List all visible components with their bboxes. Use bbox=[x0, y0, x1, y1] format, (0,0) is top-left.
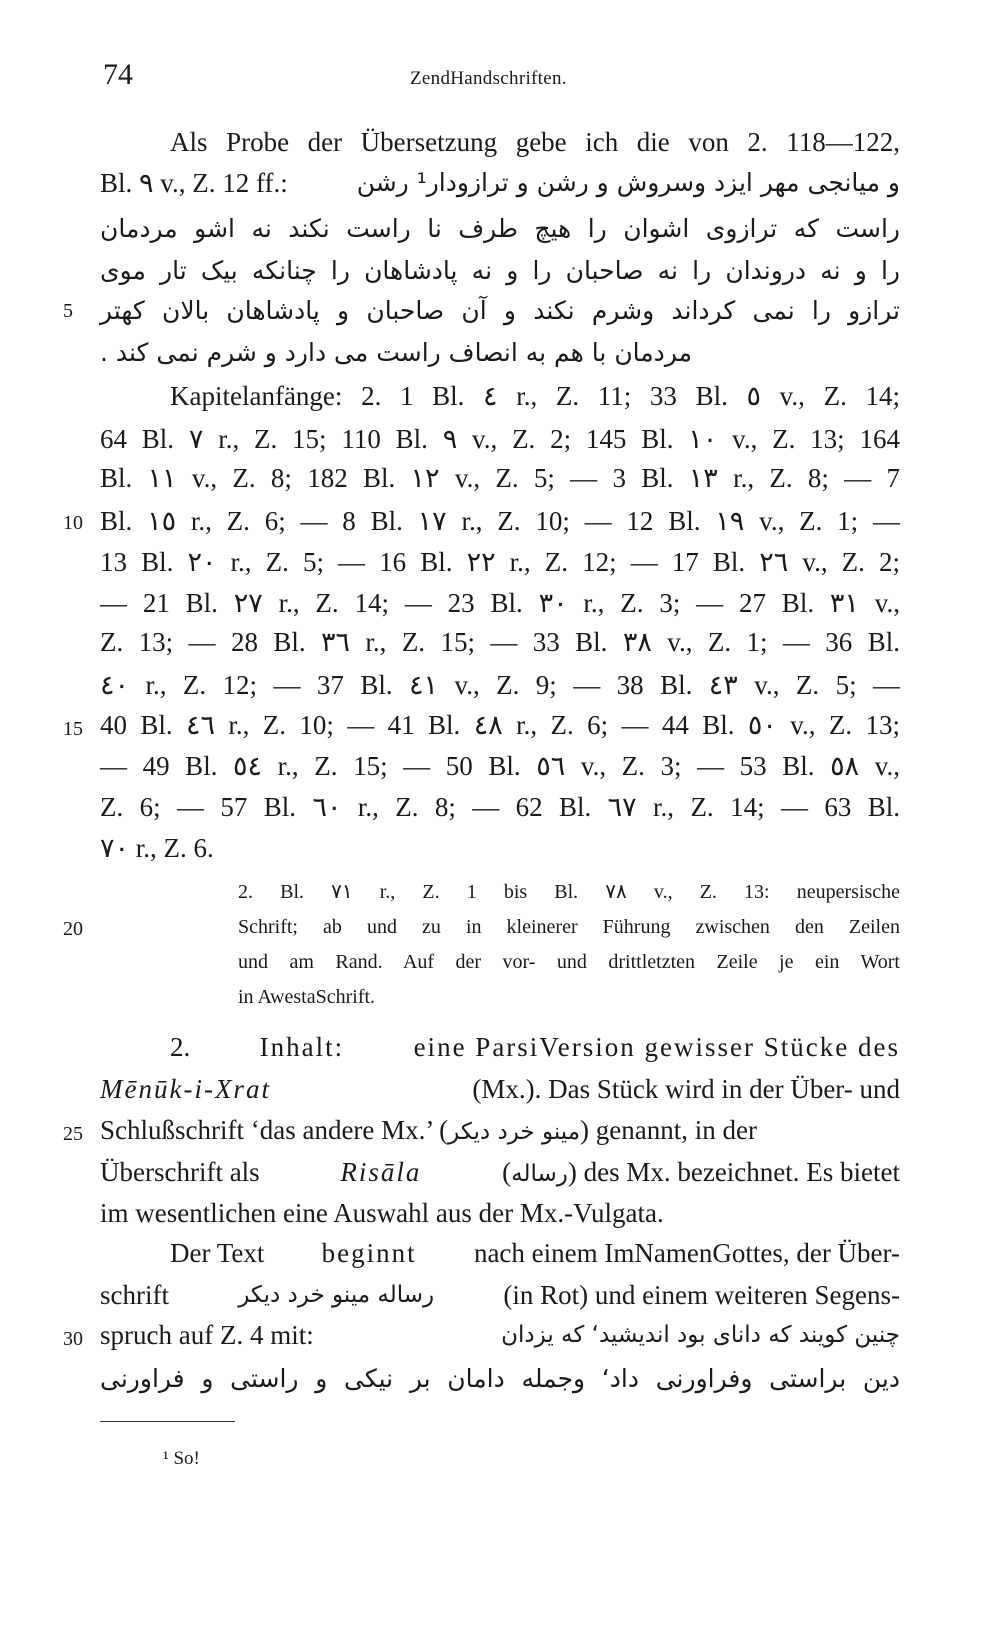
line-text: ) des Mx. bezeichnet. Es bietet bbox=[567, 1157, 900, 1187]
line-text: spruch auf Z. 4 mit: bbox=[100, 1320, 314, 1350]
line-text: beginnt bbox=[321, 1238, 417, 1268]
body-line: Bl. ١١ v., Z. 8; 182 Bl. ١٢ v., Z. 5; — 3 Bl. ١٣ r., Z. 8; — 7 bbox=[100, 463, 900, 493]
line-text: schrift bbox=[100, 1280, 169, 1310]
section-label: Inhalt: bbox=[259, 1032, 345, 1062]
body-line: ٤٠ r., Z. 12; — 37 Bl. ٤١ v., Z. 9; — 38 Bl. ٤٣ v., Z. 5; — bbox=[100, 670, 900, 700]
body-line: 40 Bl. ٤٦ r., Z. 10; — 41 Bl. ٤٨ r., Z. 6; — 44 Bl. ٥٠ v., Z. 13; bbox=[100, 710, 900, 740]
persian-text: و میانجی مهر ایزد وسروش و رشن و ترازودار¹ رشن bbox=[356, 168, 900, 197]
work-title: Risāla bbox=[340, 1157, 422, 1187]
body-line: Z. 6; — 57 Bl. ٦٠ r., Z. 8; — 62 Bl. ٦٧ r., Z. 14; — 63 Bl. bbox=[100, 792, 900, 822]
section-number: 2. bbox=[170, 1032, 191, 1062]
body-line bbox=[100, 1113, 900, 1149]
line-text: eine ParsiVersion gewisser Stücke des bbox=[413, 1032, 900, 1062]
line-text: Der Text bbox=[170, 1238, 265, 1268]
body-line: 64 Bl. ٧ r., Z. 15; 110 Bl. ٩ v., Z. 2; 145 Bl. ١٠ v., Z. 13; 164 bbox=[100, 424, 900, 454]
body-line: im wesentlichen eine Auswahl aus der Mx.-Vulgata. bbox=[100, 1198, 664, 1228]
footnote: ¹ So! bbox=[163, 1448, 200, 1469]
body-line bbox=[100, 1072, 900, 1106]
persian-line: راست که ترازوی اشوان را هیچ طرف نا راست نکند نه اشو مردمان bbox=[100, 214, 900, 243]
line-number: 5 bbox=[63, 300, 73, 322]
persian-text: رساله bbox=[511, 1161, 568, 1187]
line-text: ) genannt, in der bbox=[580, 1115, 757, 1145]
footnote-rule bbox=[100, 1421, 235, 1422]
line-text: (in Rot) und einem weiteren Segens- bbox=[503, 1280, 900, 1310]
small-print-line: in AwestaSchrift. bbox=[238, 986, 376, 1008]
work-title: Mēnūk-i-Xrat bbox=[100, 1074, 271, 1104]
persian-text: مینو خرد دیکر bbox=[448, 1119, 581, 1145]
line-number: 10 bbox=[63, 512, 83, 534]
body-line bbox=[100, 1318, 900, 1352]
body-line: — 21 Bl. ٢٧ r., Z. 14; — 23 Bl. ٣٠ r., Z. 3; — 27 Bl. ٣١ v., bbox=[100, 588, 900, 618]
persian-line: ترازو را نمی کرداند وشرم نکند و آن صاحبان و پادشاهان بالان کهتر bbox=[100, 296, 900, 325]
persian-text: رساله مینو خرد دیکر bbox=[238, 1282, 435, 1308]
body-line: 13 Bl. ٢٠ r., Z. 5; — 16 Bl. ٢٢ r., Z. 12; — 17 Bl. ٢٦ v., Z. 2; bbox=[100, 547, 900, 577]
small-print-line: Schrift; ab und zu in kleinerer Führung zwischen den Zeilen bbox=[238, 916, 900, 938]
line-text: ( bbox=[502, 1157, 512, 1187]
persian-line: را و نه دروندان را نه صاحبان را و نه پادشاهان را چنانکه بیک تار موی bbox=[100, 256, 900, 285]
body-line: ٧٠ r., Z. 6. bbox=[100, 833, 214, 863]
line-text: Überschrift als bbox=[100, 1157, 260, 1187]
line-text: Schlußschrift ‘das andere Mx.’ ( bbox=[100, 1115, 449, 1145]
small-print-line: 2. Bl. ٧١ r., Z. 1 bis Bl. ٧٨ v., Z. 13: neupersische bbox=[238, 881, 900, 903]
persian-line: دین براستی وفراورنی داد‘ وجمله دامان بر نیکی و راستی و فراورنی bbox=[100, 1364, 900, 1393]
body-line: Z. 13; — 28 Bl. ٣٦ r., Z. 15; — 33 Bl. ٣٨ v., Z. 1; — 36 Bl. bbox=[100, 627, 900, 657]
persian-text: چنین کویند که دانای بود اندیشید‘ که یزدان bbox=[501, 1322, 900, 1348]
body-line: Bl. ١٥ r., Z. 6; — 8 Bl. ١٧ r., Z. 10; — 12 Bl. ١٩ v., Z. 1; — bbox=[100, 506, 900, 536]
page-number: 74 bbox=[103, 58, 133, 91]
running-head: ZendHandschriften. bbox=[410, 68, 567, 89]
body-line: Als Probe der Übersetzung gebe ich die von 2. 118—122, bbox=[170, 127, 900, 157]
line-text: (Mx.). Das Stück wird in der Über- und bbox=[472, 1074, 900, 1104]
body-line bbox=[100, 166, 900, 200]
body-line: — 49 Bl. ٥٤ r., Z. 15; — 50 Bl. ٥٦ v., Z. 3; — 53 Bl. ٥٨ v., bbox=[100, 751, 900, 781]
body-line bbox=[100, 1155, 900, 1191]
body-line bbox=[100, 1278, 900, 1312]
line-latin: Bl. ٩ v., Z. 12 ff.: bbox=[100, 168, 288, 198]
body-line: Kapitelanfänge: 2. 1 Bl. ٤ r., Z. 11; 33 Bl. ٥ v., Z. 14; bbox=[170, 381, 900, 411]
body-line bbox=[170, 1030, 900, 1064]
line-number: 30 bbox=[63, 1328, 83, 1350]
line-number: 20 bbox=[63, 918, 83, 940]
body-line bbox=[170, 1236, 900, 1270]
line-text: nach einem ImNamenGottes, der Über- bbox=[473, 1238, 900, 1268]
line-number: 25 bbox=[63, 1123, 83, 1145]
line-number: 15 bbox=[63, 718, 83, 740]
small-print-line: und am Rand. Auf der vor- und drittletzten Zeile je ein Wort bbox=[238, 951, 900, 973]
persian-line: مردمان با هم به انصاف راست می دارد و شرم نمی کند . bbox=[100, 338, 693, 367]
